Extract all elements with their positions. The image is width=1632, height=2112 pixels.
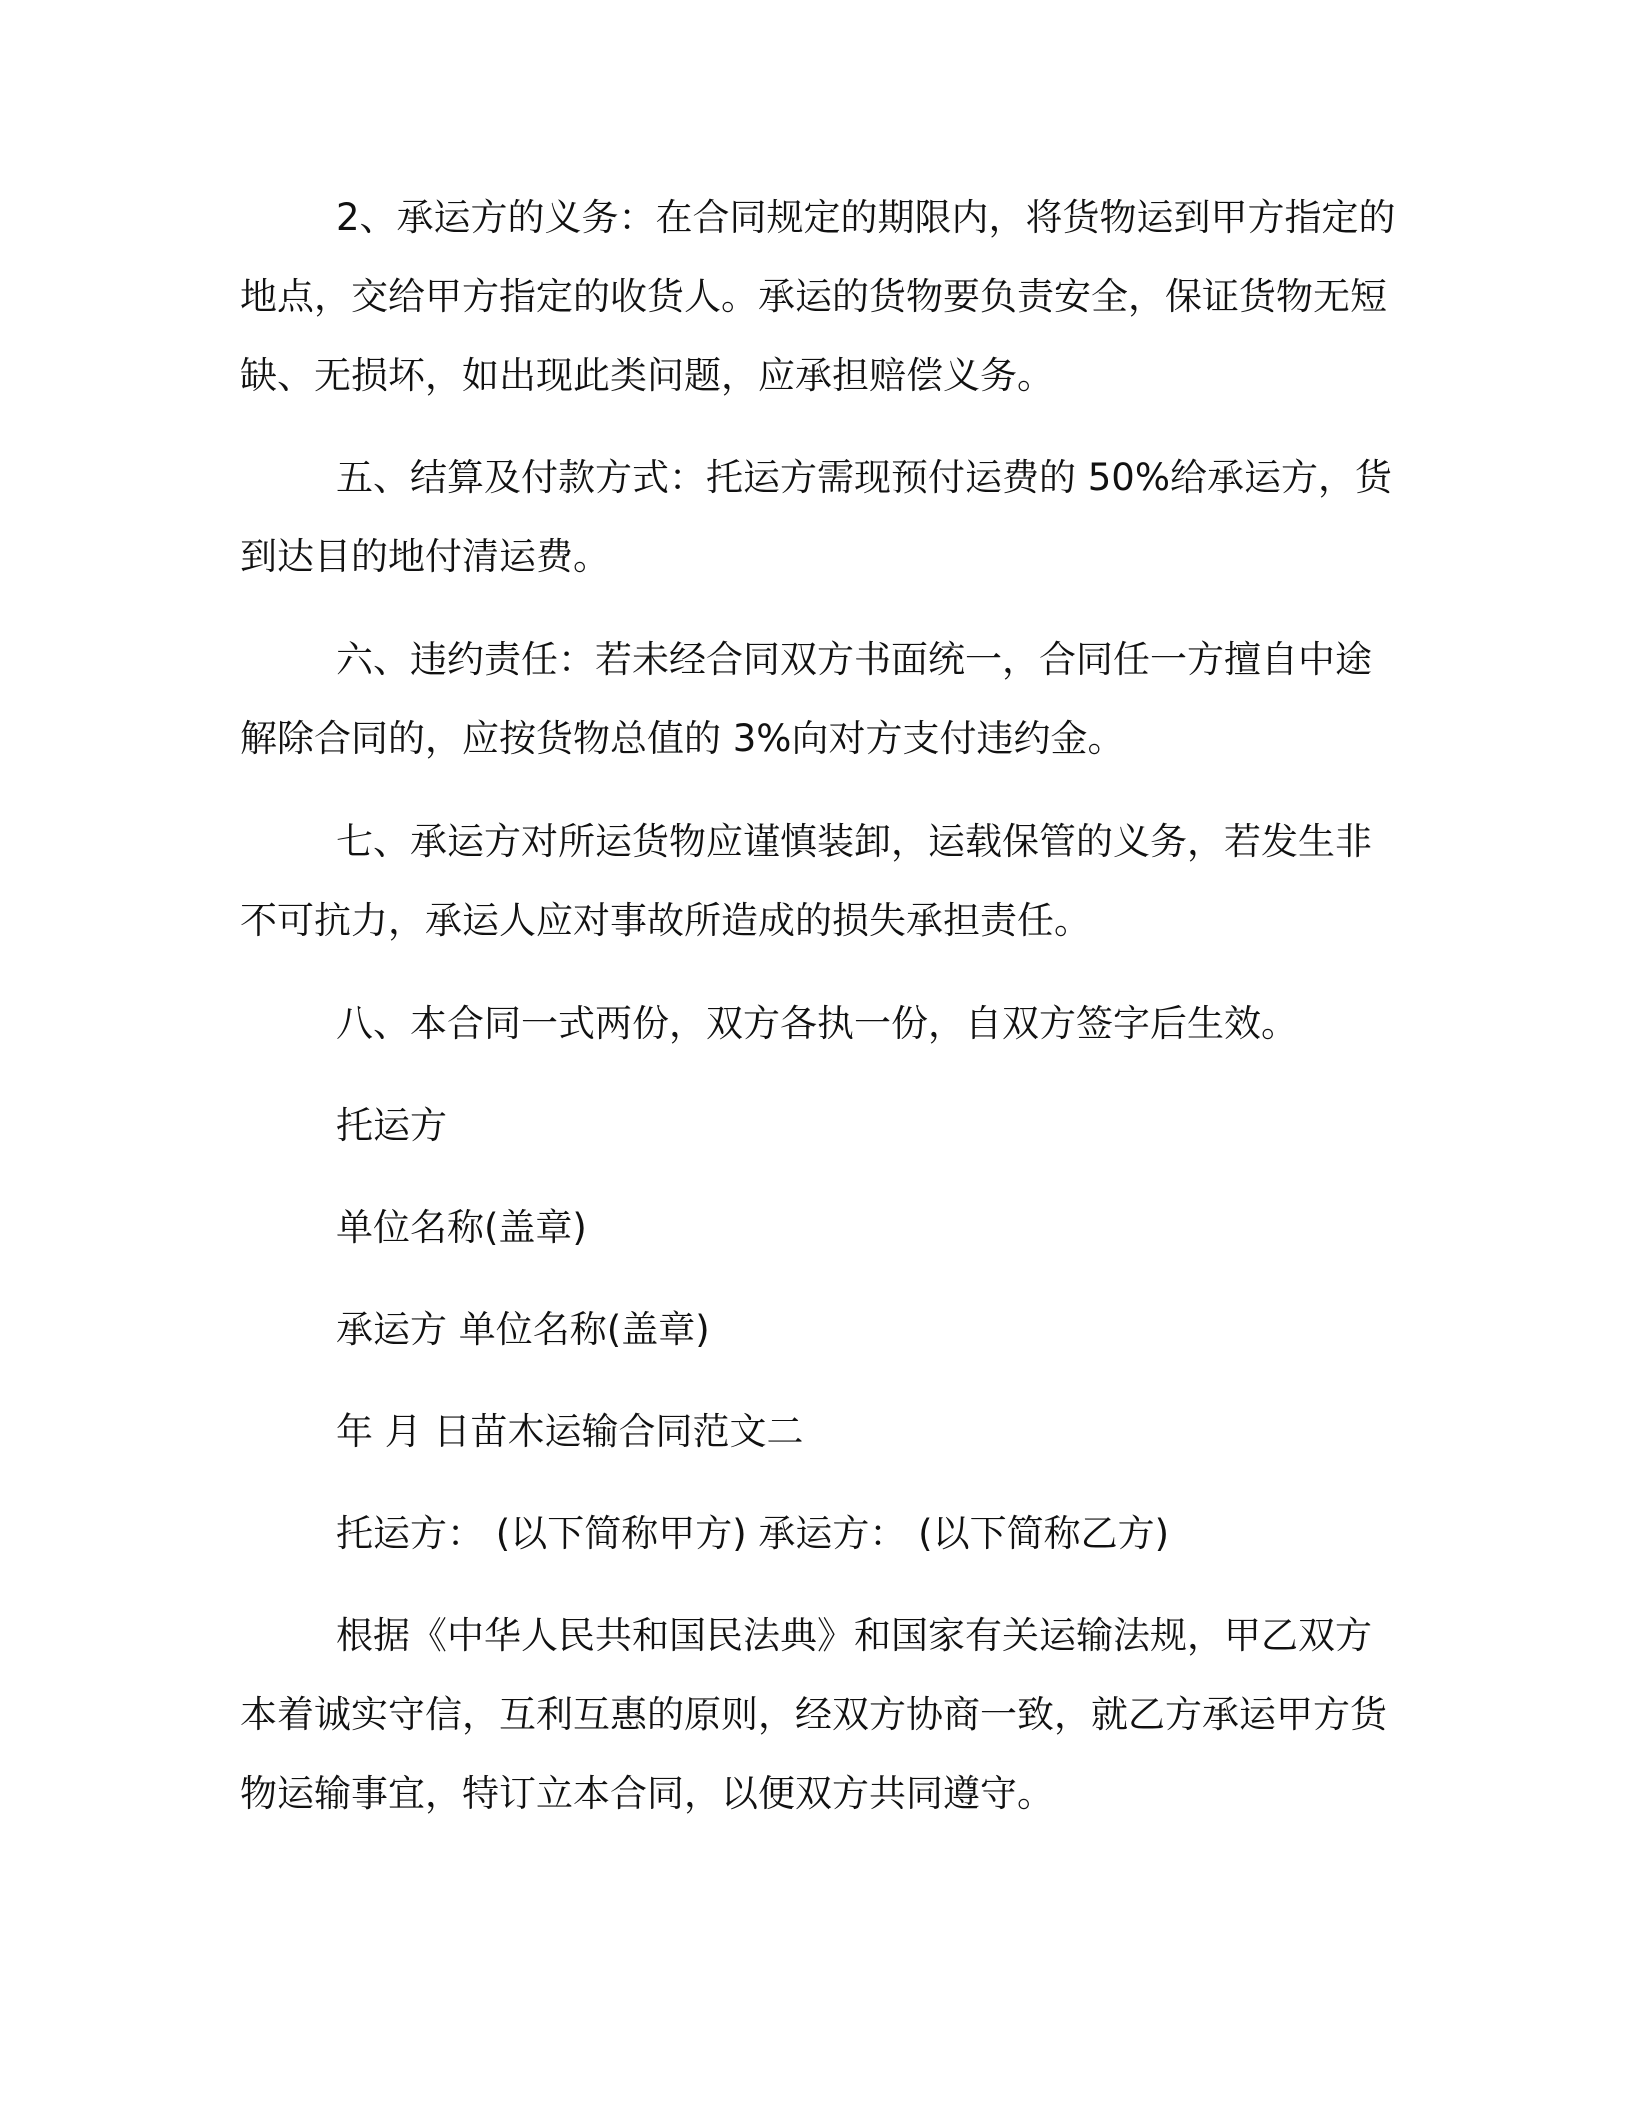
- paragraph-preamble: 根据《中华人民共和国民法典》和国家有关运输法规，甲乙双方本着诚实守信，互利互惠的原则，经双方协商一致，就乙方承运甲方货物运输事宜，特订立本合同，以便双方共同遵守。: [240, 1614, 1387, 1815]
- paragraph-loading-duty: 七、承运方对所运货物应谨慎装卸，运载保管的义务，若发生非不可抗力，承运人应对事故所造成的损失承担责任。: [240, 820, 1372, 942]
- paragraph-carrier-obligations: 2、承运方的义务：在合同规定的期限内，将货物运到甲方指定的地点，交给甲方指定的收货人。承运的货物要负责安全，保证货物无短缺、无损坏，如出现此类问题，应承担赔偿义务。: [240, 196, 1396, 397]
- paragraph-settlement-payment: 五、结算及付款方式：托运方需现预付运费的 50%给承运方，货到达目的地付清运费。: [240, 456, 1392, 578]
- signature-shipper-unit: 单位名称(盖章): [336, 1206, 587, 1249]
- paragraph-breach-liability: 六、违约责任：若未经合同双方书面统一，合同任一方擅自中途解除合同的，应按货物总值的 3%向对方支付违约金。: [240, 638, 1372, 760]
- paragraph-copies-effective: 八、本合同一式两份，双方各执一份，自双方签字后生效。: [336, 1002, 1298, 1045]
- signature-carrier-unit: 承运方 单位名称(盖章): [336, 1308, 710, 1351]
- date-and-second-template-title: 年 月 日苗木运输合同范文二: [336, 1410, 804, 1453]
- signature-shipper-label: 托运方: [336, 1104, 447, 1147]
- parties-line: 托运方： (以下简称甲方) 承运方： (以下简称乙方): [336, 1512, 1170, 1555]
